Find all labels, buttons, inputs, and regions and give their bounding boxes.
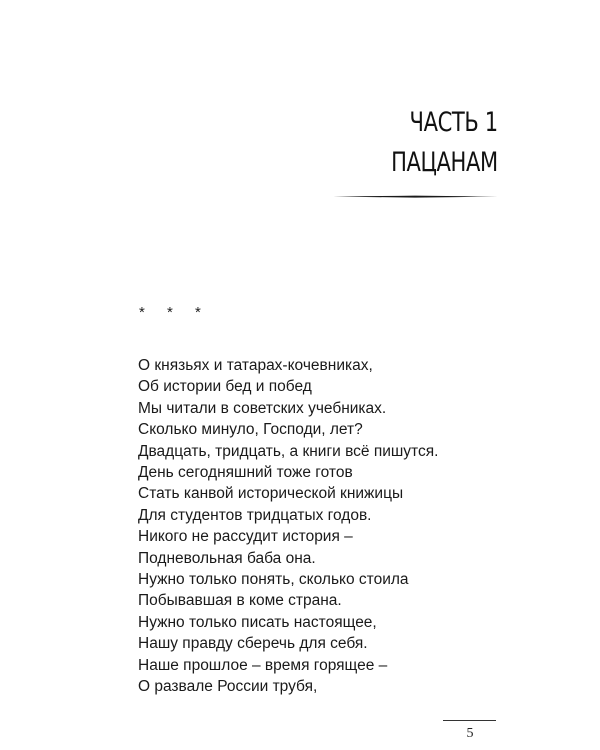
poem-line: Мы читали в советских учебниках. [138,399,387,417]
poem-line: Для студентов тридцатых годов. [138,506,372,524]
poem-line: О князьях и татарах-кочевниках, [138,357,373,374]
poem-line: Нашу правду сберечь для себя. [138,635,368,653]
poem-line: Наше прошлое – время горящее – [138,656,388,674]
poem-line: Стать канвой исторической книжицы [138,485,404,503]
page-number: 5 [466,726,474,741]
poem-line: Никого не рассудит история – [138,528,353,546]
poem-line: Подневольная баба она. [138,549,316,567]
part-heading [391,103,498,183]
poem-line: Нужно только писать настоящее, [138,613,377,631]
poem-line: Сколько минуло, Господи, лет? [138,421,363,439]
heading-underline [333,195,498,198]
stanza-separator: * * * [139,304,210,321]
poem-line: День сегодняшний тоже готов [138,464,353,482]
part-subtitle: ПАЦАНАМ [391,147,498,178]
poem-line: Двадцать, тридцать, а книги всё пишутся. [138,442,439,460]
page-number-rule [443,720,496,721]
poem-line: Об истории бед и побед [138,378,312,396]
poem-line: Нужно только понять, сколько стоила [138,571,409,589]
part-title: ЧАСТЬ 1 [409,107,498,138]
poem-line: О развале России трубя, [138,678,318,696]
poem-line: Побывавшая в коме страна. [138,592,342,610]
poem [138,355,438,698]
